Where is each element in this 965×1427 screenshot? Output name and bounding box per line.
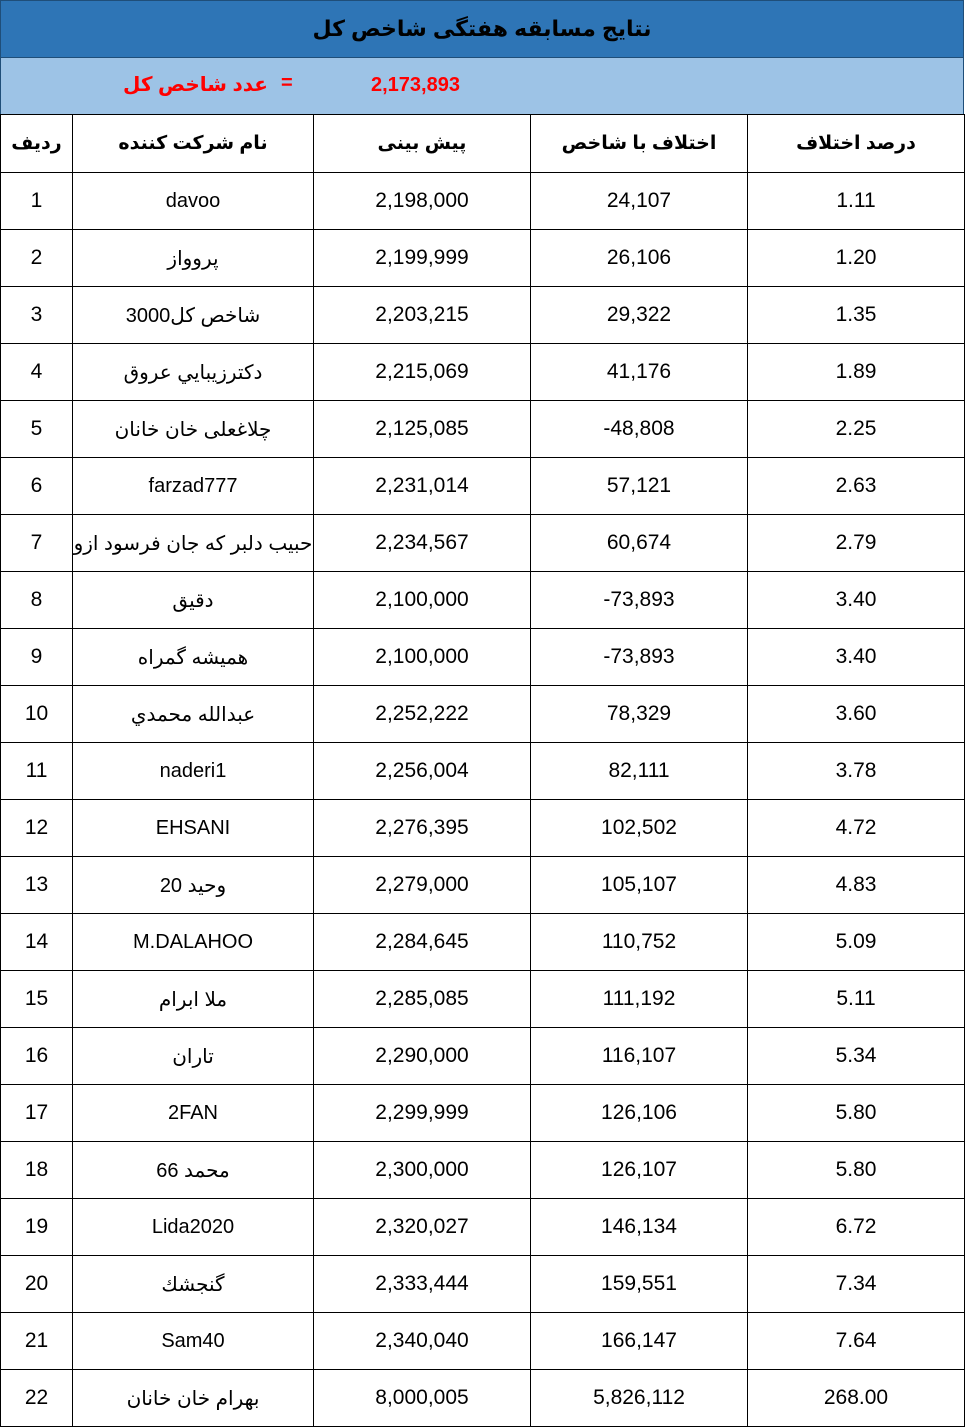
- difference-cell: -73,893: [531, 629, 748, 686]
- table-row: [1, 686, 965, 743]
- percent-difference-cell: 3.40: [748, 629, 965, 686]
- difference-cell: 116,107: [531, 1028, 748, 1085]
- participant-name-cell: محمد 66: [73, 1142, 314, 1199]
- row-number-cell: 8: [1, 572, 73, 629]
- table-row: [1, 1028, 965, 1085]
- percent-difference-cell: 7.64: [748, 1313, 965, 1370]
- header-row-number: رديف: [1, 115, 73, 173]
- prediction-cell: 2,290,000: [314, 1028, 531, 1085]
- prediction-cell: 2,333,444: [314, 1256, 531, 1313]
- table-row: [1, 629, 965, 686]
- participant-name-cell: عبدالله محمدي: [73, 686, 314, 743]
- row-number-cell: 18: [1, 1142, 73, 1199]
- participant-name-cell: تاران: [73, 1028, 314, 1085]
- table-row: [1, 1256, 965, 1313]
- table-row: [1, 572, 965, 629]
- prediction-cell: 2,285,085: [314, 971, 531, 1028]
- row-number-cell: 17: [1, 1085, 73, 1142]
- percent-difference-cell: 268.00: [748, 1370, 965, 1427]
- row-number-cell: 21: [1, 1313, 73, 1370]
- prediction-cell: 2,125,085: [314, 401, 531, 458]
- sheet-title-text: نتایج مسابقه هفتگی شاخص کل: [312, 16, 652, 41]
- table-row: [1, 1085, 965, 1142]
- percent-difference-cell: 2.63: [748, 458, 965, 515]
- percent-difference-cell: 5.09: [748, 914, 965, 971]
- row-number-cell: 1: [1, 173, 73, 230]
- table-row: [1, 1313, 965, 1370]
- difference-cell: 146,134: [531, 1199, 748, 1256]
- difference-cell: 5,826,112: [531, 1370, 748, 1427]
- prediction-cell: 2,284,645: [314, 914, 531, 971]
- difference-cell: 159,551: [531, 1256, 748, 1313]
- table-row: [1, 173, 965, 230]
- percent-difference-cell: 4.83: [748, 857, 965, 914]
- percent-difference-cell: 1.20: [748, 230, 965, 287]
- percent-difference-cell: 1.89: [748, 344, 965, 401]
- table-row: [1, 287, 965, 344]
- row-number-cell: 14: [1, 914, 73, 971]
- difference-cell: 41,176: [531, 344, 748, 401]
- prediction-cell: 2,100,000: [314, 629, 531, 686]
- participant-name-cell: M.DALAHOO: [73, 914, 314, 971]
- row-number-cell: 19: [1, 1199, 73, 1256]
- difference-cell: 166,147: [531, 1313, 748, 1370]
- participant-name-cell: هميشه گمراه: [73, 629, 314, 686]
- participant-name-cell: davoo: [73, 173, 314, 230]
- participant-name-cell: وحيد 20: [73, 857, 314, 914]
- table-row: [1, 401, 965, 458]
- table-row: [1, 914, 965, 971]
- header-prediction: پيش بينی: [314, 115, 531, 173]
- participant-name-cell: EHSANI: [73, 800, 314, 857]
- participant-name-cell: دقيق: [73, 572, 314, 629]
- row-number-cell: 10: [1, 686, 73, 743]
- prediction-cell: 8,000,005: [314, 1370, 531, 1427]
- prediction-cell: 2,231,014: [314, 458, 531, 515]
- results-table: [0, 114, 965, 1427]
- prediction-cell: 2,300,000: [314, 1142, 531, 1199]
- row-number-cell: 2: [1, 230, 73, 287]
- row-number-cell: 7: [1, 515, 73, 572]
- index-value: 2,173,893: [371, 74, 460, 96]
- row-number-cell: 11: [1, 743, 73, 800]
- difference-cell: 111,192: [531, 971, 748, 1028]
- difference-cell: 102,502: [531, 800, 748, 857]
- row-number-cell: 12: [1, 800, 73, 857]
- participant-name-cell: Lida2020: [73, 1199, 314, 1256]
- prediction-cell: 2,203,215: [314, 287, 531, 344]
- header-participant-name: نام شرکت کننده: [73, 115, 314, 173]
- table-row: [1, 743, 965, 800]
- percent-difference-cell: 1.35: [748, 287, 965, 344]
- table-row: [1, 344, 965, 401]
- percent-difference-cell: 5.11: [748, 971, 965, 1028]
- header-difference: اختلاف با شاخص: [531, 115, 748, 173]
- difference-cell: 60,674: [531, 515, 748, 572]
- table-row: [1, 1199, 965, 1256]
- row-number-cell: 20: [1, 1256, 73, 1313]
- header-percent-difference: درصد اختلاف: [748, 115, 965, 173]
- row-number-cell: 6: [1, 458, 73, 515]
- table-row: [1, 800, 965, 857]
- prediction-cell: 2,234,567: [314, 515, 531, 572]
- row-number-cell: 4: [1, 344, 73, 401]
- difference-cell: 82,111: [531, 743, 748, 800]
- percent-difference-cell: 7.34: [748, 1256, 965, 1313]
- participant-name-cell: شاخص کل3000: [73, 287, 314, 344]
- percent-difference-cell: 2.25: [748, 401, 965, 458]
- percent-difference-cell: 4.72: [748, 800, 965, 857]
- row-number-cell: 9: [1, 629, 73, 686]
- percent-difference-cell: 2.79: [748, 515, 965, 572]
- participant-name-cell: چلاغعلی خان خانان: [73, 401, 314, 458]
- prediction-cell: 2,276,395: [314, 800, 531, 857]
- difference-cell: 110,752: [531, 914, 748, 971]
- participant-name-cell: Sam40: [73, 1313, 314, 1370]
- participant-name-cell: پروواز: [73, 230, 314, 287]
- row-number-cell: 5: [1, 401, 73, 458]
- percent-difference-cell: 5.80: [748, 1142, 965, 1199]
- results-body: [1, 173, 965, 1427]
- difference-cell: 78,329: [531, 686, 748, 743]
- percent-difference-cell: 5.34: [748, 1028, 965, 1085]
- difference-cell: -48,808: [531, 401, 748, 458]
- difference-cell: 126,106: [531, 1085, 748, 1142]
- difference-cell: 24,107: [531, 173, 748, 230]
- row-number-cell: 15: [1, 971, 73, 1028]
- row-number-cell: 13: [1, 857, 73, 914]
- table-row: [1, 1142, 965, 1199]
- prediction-cell: 2,199,999: [314, 230, 531, 287]
- table-row: [1, 1370, 965, 1427]
- index-equals-sign: =: [281, 72, 293, 94]
- prediction-cell: 2,100,000: [314, 572, 531, 629]
- table-row: [1, 515, 965, 572]
- table-row: [1, 458, 965, 515]
- sheet-title: [0, 0, 964, 58]
- participant-name-cell: naderi1: [73, 743, 314, 800]
- row-number-cell: 3: [1, 287, 73, 344]
- prediction-cell: 2,320,027: [314, 1199, 531, 1256]
- header-row: [1, 115, 965, 173]
- prediction-cell: 2,340,040: [314, 1313, 531, 1370]
- difference-cell: 29,322: [531, 287, 748, 344]
- participant-name-cell: farzad777: [73, 458, 314, 515]
- prediction-cell: 2,198,000: [314, 173, 531, 230]
- prediction-cell: 2,279,000: [314, 857, 531, 914]
- prediction-cell: 2,215,069: [314, 344, 531, 401]
- index-label: عدد شاخص کل: [123, 74, 268, 96]
- percent-difference-cell: 5.80: [748, 1085, 965, 1142]
- prediction-cell: 2,299,999: [314, 1085, 531, 1142]
- percent-difference-cell: 3.78: [748, 743, 965, 800]
- row-number-cell: 16: [1, 1028, 73, 1085]
- participant-name-cell: حبيب دلبر كه جان فرسود ازو: [73, 515, 314, 572]
- difference-cell: 126,107: [531, 1142, 748, 1199]
- difference-cell: 57,121: [531, 458, 748, 515]
- percent-difference-cell: 3.60: [748, 686, 965, 743]
- participant-name-cell: بهرام خان خانان: [73, 1370, 314, 1427]
- difference-cell: 105,107: [531, 857, 748, 914]
- index-summary-bar: [0, 58, 964, 114]
- percent-difference-cell: 1.11: [748, 173, 965, 230]
- row-number-cell: 22: [1, 1370, 73, 1427]
- participant-name-cell: دكترزيبايي عروق: [73, 344, 314, 401]
- table-row: [1, 971, 965, 1028]
- difference-cell: 26,106: [531, 230, 748, 287]
- participant-name-cell: ملا ابرام: [73, 971, 314, 1028]
- participant-name-cell: گنجشك: [73, 1256, 314, 1313]
- difference-cell: -73,893: [531, 572, 748, 629]
- percent-difference-cell: 6.72: [748, 1199, 965, 1256]
- table-row: [1, 230, 965, 287]
- participant-name-cell: 2FAN: [73, 1085, 314, 1142]
- prediction-cell: 2,252,222: [314, 686, 531, 743]
- table-row: [1, 857, 965, 914]
- prediction-cell: 2,256,004: [314, 743, 531, 800]
- percent-difference-cell: 3.40: [748, 572, 965, 629]
